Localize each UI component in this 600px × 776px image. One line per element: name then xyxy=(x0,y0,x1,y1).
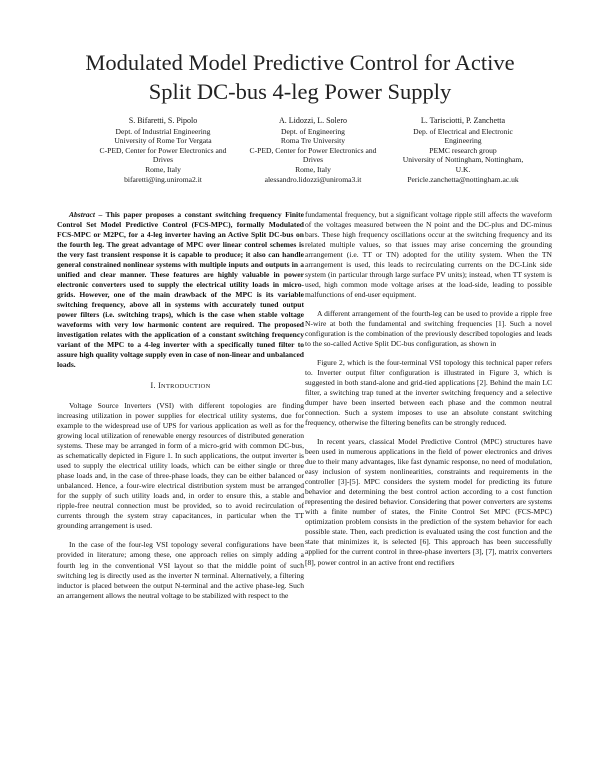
affiliation-line: Rome, Italy xyxy=(295,164,331,174)
affiliation-line: C-PED, Center for Power Electronics and xyxy=(99,145,227,155)
affiliation-line: Dept. of Engineering xyxy=(281,126,345,136)
abstract-label: Abstract xyxy=(69,210,95,219)
author-names: S. Bifaretti, S. Pipolo xyxy=(128,116,198,125)
affiliation-line: Roma Tre University xyxy=(280,136,346,146)
abstract xyxy=(57,210,304,370)
section-heading-introduction xyxy=(57,381,304,392)
body-paragraph: A different arrangement of the fourth-leg can be used to provide a ripple free N-wire at both the fundamental and switching frequencies [1]. Such a novel configuration is the combination of the previously described topologies and leads to the so-called Active Split DC-bus configuration, as shown in xyxy=(305,309,552,349)
affiliation-line: University of Nottingham, Nottingham, xyxy=(402,155,524,165)
affiliation-line: Rome, Italy xyxy=(145,164,181,174)
affiliation-line: Drives xyxy=(152,155,174,165)
body-paragraph: Figure 2, which is the four-terminal VSI topology this technical paper refers to. Inverter output filter configuration is illustrated in Figure 3, which is suggested in both stand-alone and grid-tied applications [2]. Behind the main LC filter, a switching trap tuned at the inverter switching frequency and a selective dumper have been inserted between each phase and the common neutral connection. Such a system imposes to use an absolute constant switching frequency, otherwise the filtering benefits can be strongly reduced. xyxy=(305,358,552,428)
affiliation-line: PEMC research group xyxy=(429,145,497,155)
paper-title xyxy=(0,48,600,106)
body-paragraph: In the case of the four-leg VSI topology several configurations have been provided in literature; among these, one approach relies on simply adding a fourth leg in the conventional VSI layout so that the middle point of such switching leg is directly used as the inverter N terminal. Alternatively, a filtering inductor is placed between the output N-terminal and the active phase-leg. Such an arrangement allows the neutral voltage to be stabilized with respect to the xyxy=(57,540,304,600)
body-paragraph: In recent years, classical Model Predictive Control (MPC) structures have been used in numerous applications in the field of power electronics and drives due to their many advantages, like fast dynamic response, no need of modulation, easy inclusion of system nonlinearities, constraints and requirements in the controller [3]-[5]. MPC considers the system model for predicting its future behavior and determining the best control action according to a cost function representing the desired behavior. Considering that power converters are systems with a finite number of states, the Finite Control Set MPC (FCS-MPC) optimization problem consists in the prediction of the system behavior for each possible state. Then, each prediction is evaluated using the cost function and the state that minimizes it, is selected [6]. This approach has been successfully applied for the current control in three-phase inverters [3], [7], matrix converters [8], power control in an active front end rectifiers xyxy=(305,437,552,567)
author-group-roma-tre xyxy=(228,116,398,184)
affiliation-line: University of Rome Tor Vergata xyxy=(114,136,212,146)
author-email: bifaretti@ing.uniroma2.it xyxy=(124,174,202,184)
section-number: I. xyxy=(150,381,156,391)
affiliation-line: Dept. of Industrial Engineering xyxy=(115,126,211,136)
section-title-rest: NTRODUCTION xyxy=(161,383,211,391)
affiliation-line: Drives xyxy=(302,155,324,165)
right-column xyxy=(305,210,552,568)
body-paragraph: Voltage Source Inverters (VSI) with different topologies are finding increasing utilization in power supplies for electrical utility systems, due for example to the widespread use of UPS for various application as well as for the growing local utilization of renewable energy resources of distributed generation systems. These may be arranged in form of a micro-grid with common DC-bus, as schematically depicted in Figure 1. In such applications, the output inverter is used to supply the electrical utility loads, which can be either single or three phase loads and, in the case of three-phase loads, they can be either balanced or unbalanced. Hence, a four-wire electrical distribution system must be arranged for the supply of such utility loads and, in order to ensure this, a stable and ripple-free neutral connection must be provided, so to avoid recirculation of currents through the system stray capacitances, in particular when the TT grounding arrangement is used. xyxy=(57,401,304,531)
section-title-initial: I xyxy=(158,381,162,391)
abstract-text: – This paper proposes a constant switching frequency Finite Control Set Model Predictive Control (FCS-MPC), formally Modulated FCS-MPC or M2PC, for a 4-leg inverter having an Active Split DC-bus on the fourth leg. The great advantage of MPC over linear control schemes is the very fast transient response it is capable to produce; it also can handle general constrained nonlinear systems with multiple inputs and outputs in a unified and clear manner. These features are highly valuable in power electronic converters used to supply the electrical utility loads in micro-grids. However, one of the main drawback of the MPC is its variable switching frequency, above all in systems with accurately tuned output power filters (i.e. switching traps), which is the case when stable voltage waveforms with very low harmonic content are required. The proposed investigation relates with the application of a constant switching frequency variant of the MPC to a 4-leg inverter with a specifically tuned filter to assure high quality voltage supply even in case of non-linear and unbalanced loads. xyxy=(57,210,304,370)
left-column xyxy=(57,210,304,601)
author-email: Pericle.zanchetta@nottingham.ac.uk xyxy=(407,174,519,184)
affiliation-line: Dep. of Electrical and Electronic xyxy=(413,126,513,136)
affiliation-line: C-PED, Center for Power Electronics and xyxy=(249,145,377,155)
author-names: A. Lidozzi, L. Solero xyxy=(279,116,347,125)
affiliation-line: Engineering xyxy=(444,136,482,146)
author-group-rome-tor-vergata xyxy=(78,116,248,184)
body-paragraph: fundamental frequency, but a significant voltage ripple still affects the waveform of the voltages measured between the N point and the DC-plus and DC-minus bars. These high frequency oscillations occur at the switching frequency and its related multiple values, so that issues may arise concerning the grounding arrangement (i.e. TT or TN) adopted for the utility system. When the TN arrangement is used, this leads to recirculating currents on the DC-Link side system (in particular through large surface PV units); instead, when TT system is used, high common mode voltage arises at the load-side, leading to possible malfunctions of end-user equipment. xyxy=(305,210,552,300)
author-names: L. Tarisciotti, P. Zanchetta xyxy=(420,116,506,125)
title-line: Split DC-bus 4-leg Power Supply xyxy=(148,79,452,104)
author-group-nottingham xyxy=(378,116,548,184)
author-email: alessandro.lidozzi@uniroma3.it xyxy=(264,174,362,184)
affiliation-line: U.K. xyxy=(455,164,471,174)
title-line: Modulated Model Predictive Control for Active xyxy=(85,50,515,75)
